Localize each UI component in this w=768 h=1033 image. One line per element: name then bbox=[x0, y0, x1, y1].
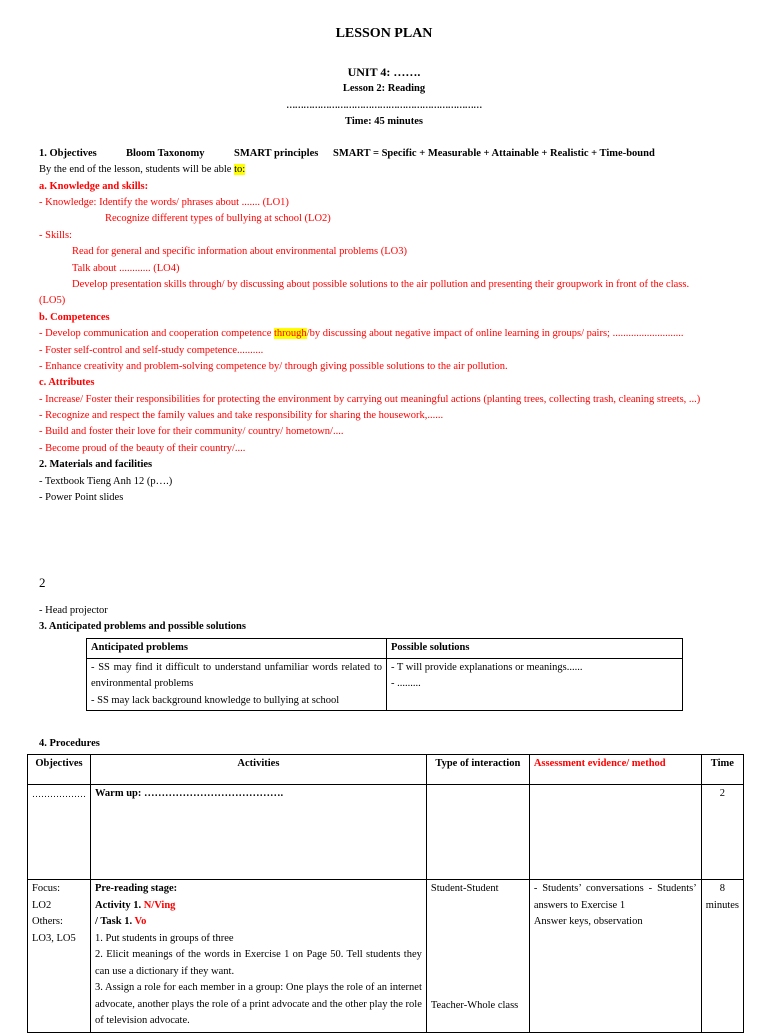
competence-line-3: - Enhance creativity and problem-solving competence by/ through giving possible solutions to the air pollution. bbox=[39, 361, 508, 372]
attributes-heading: c. Attributes bbox=[39, 377, 95, 388]
smart-definition: SMART = Specific + Measurable + Attainable + Realistic + Time-bound bbox=[333, 148, 655, 159]
warmup-interaction bbox=[426, 785, 529, 880]
prereading-assessment bbox=[529, 880, 701, 1033]
dotted-line: …………………………………………………………… bbox=[286, 100, 482, 110]
table-header-row bbox=[28, 755, 744, 785]
col-problems: Anticipated problems bbox=[87, 639, 387, 659]
competence-text: - Develop communication and cooperation competence bbox=[39, 328, 274, 339]
col-objectives: Objectives bbox=[28, 755, 91, 785]
assessment-2: Answer keys, observation bbox=[533, 916, 643, 927]
attribute-line-2: - Recognize and respect the family values and take responsibility for sharing the housework,...... bbox=[39, 410, 444, 421]
competences-heading: b. Competences bbox=[39, 312, 110, 323]
doc-title: LESSON PLAN bbox=[335, 26, 433, 41]
material-item-1: - Textbook Tieng Anh 12 (p….) bbox=[39, 476, 173, 487]
skills-label: - Skills: bbox=[39, 230, 72, 241]
activity-placeholder: N/Ving bbox=[143, 899, 176, 911]
problem-2: - SS may lack background knowledge to bullying at school bbox=[91, 694, 340, 706]
col-time: Time bbox=[701, 755, 743, 785]
assessment-1: - Students’ conversations - Students’ answers to Exercise 1 bbox=[533, 883, 697, 911]
col-activities: Activities bbox=[91, 755, 427, 785]
skill-line-2: Talk about ............ (LO4) bbox=[72, 263, 180, 274]
step-3: 3. Assign a role for each member in a group: One plays the role of an internet advocate, another plays the role of a print advocate and the other play the role of television advocate. bbox=[95, 982, 422, 1026]
lesson-time: Time: 45 minutes bbox=[345, 116, 423, 127]
competence-highlight: through bbox=[274, 328, 307, 339]
attribute-line-4: - Become proud of the beauty of their country/.... bbox=[39, 443, 246, 454]
skill-line-3-end: (LO5) bbox=[39, 295, 66, 306]
task-label: / Task 1. bbox=[95, 916, 135, 927]
objective-focus-label: Focus: bbox=[32, 883, 61, 894]
attribute-line-1: - Increase/ Foster their responsibilities for protecting the environment by carrying out meaningful actions (planting trees, collecting trash, cleaning streets, ...) bbox=[39, 394, 701, 405]
solutions-cell bbox=[387, 658, 683, 711]
table-row bbox=[87, 658, 683, 711]
prereading-interaction bbox=[426, 880, 529, 1033]
objectives-heading: 1. Objectives bbox=[39, 148, 97, 159]
objective-others-value: LO3, LO5 bbox=[32, 932, 76, 944]
col-interaction: Type of interaction bbox=[426, 755, 529, 785]
anticipated-heading: 3. Anticipated problems and possible solutions bbox=[39, 621, 246, 632]
prereading-activity bbox=[91, 880, 427, 1033]
competence-text-end: /by discussing about negative impact of online learning in groups/ pairs; ........................... bbox=[306, 328, 684, 339]
procedures-heading: 4. Procedures bbox=[39, 738, 100, 749]
attribute-line-3: - Build and foster their love for their community/ country/ hometown/.... bbox=[39, 426, 344, 437]
task-placeholder: Vo bbox=[134, 916, 147, 927]
col-solutions: Possible solutions bbox=[387, 639, 683, 659]
interaction-1: Student-Student bbox=[430, 883, 499, 894]
problem-1: - SS may find it difficult to understand unfamiliar words related to environmental problems bbox=[91, 661, 382, 689]
material-item-3: - Head projector bbox=[39, 605, 108, 616]
bloom-label: Bloom Taxonomy bbox=[126, 148, 205, 159]
warmup-activity: Warm up: …………………………………. bbox=[91, 785, 427, 880]
objectives-intro bbox=[39, 162, 245, 178]
material-item-2: - Power Point slides bbox=[39, 492, 124, 503]
stage-title: Pre-reading stage: bbox=[95, 883, 178, 894]
objective-others-label: Others: bbox=[32, 916, 63, 927]
intro-text: By the end of the lesson, students will be able bbox=[39, 164, 235, 175]
anticipated-table bbox=[86, 638, 683, 711]
task-title bbox=[95, 914, 422, 931]
solution-2: - ......... bbox=[391, 678, 421, 689]
intro-highlight: to: bbox=[234, 164, 246, 175]
activity-title bbox=[95, 898, 422, 915]
warmup-time: 2 bbox=[701, 785, 743, 880]
prereading-objectives bbox=[28, 880, 91, 1033]
time-unit: minutes bbox=[705, 899, 739, 911]
smart-label: SMART principles bbox=[234, 148, 319, 159]
page-number: 2 bbox=[39, 575, 46, 590]
problems-cell bbox=[87, 658, 387, 711]
table-header-row bbox=[87, 639, 683, 659]
knowledge-line-2: Recognize different types of bullying at school (LO2) bbox=[105, 213, 331, 224]
skill-line-1: Read for general and specific information about environmental problems (LO3) bbox=[72, 246, 408, 257]
time-value: 8 bbox=[719, 883, 725, 894]
warmup-assessment bbox=[529, 785, 701, 880]
interaction-2: Teacher-Whole class bbox=[430, 999, 519, 1011]
table-row bbox=[28, 785, 744, 880]
col-assessment: Assessment evidence/ method bbox=[529, 755, 701, 785]
lesson-title: Lesson 2: Reading bbox=[342, 83, 426, 94]
solution-1: - T will provide explanations or meanings...... bbox=[391, 661, 583, 673]
competence-line-2: - Foster self-control and self-study competence.......... bbox=[39, 345, 264, 356]
knowledge-skills-heading: a. Knowledge and skills: bbox=[39, 181, 149, 192]
skill-line-3: Develop presentation skills through/ by discussing about possible solutions to the air pollution and presenting their groupwork in front of the class. bbox=[72, 279, 690, 290]
procedures-table bbox=[27, 754, 744, 1033]
competence-line-1 bbox=[39, 326, 683, 342]
knowledge-line-1: - Knowledge: Identify the words/ phrases about ....... (LO1) bbox=[39, 197, 289, 208]
warmup-objectives: ……………… bbox=[28, 785, 91, 880]
objective-focus-value: LO2 bbox=[32, 899, 52, 911]
prereading-time bbox=[701, 880, 743, 1033]
step-2: 2. Elicit meanings of the words in Exercise 1 on Page 50. Tell students they can use a dictionary if they want. bbox=[95, 949, 422, 977]
materials-heading: 2. Materials and facilities bbox=[39, 459, 153, 470]
activity-label: Activity 1. bbox=[95, 899, 144, 911]
table-row bbox=[28, 880, 744, 1033]
unit-title: UNIT 4: ……. bbox=[347, 65, 421, 79]
step-1: 1. Put students in groups of three bbox=[95, 932, 234, 944]
